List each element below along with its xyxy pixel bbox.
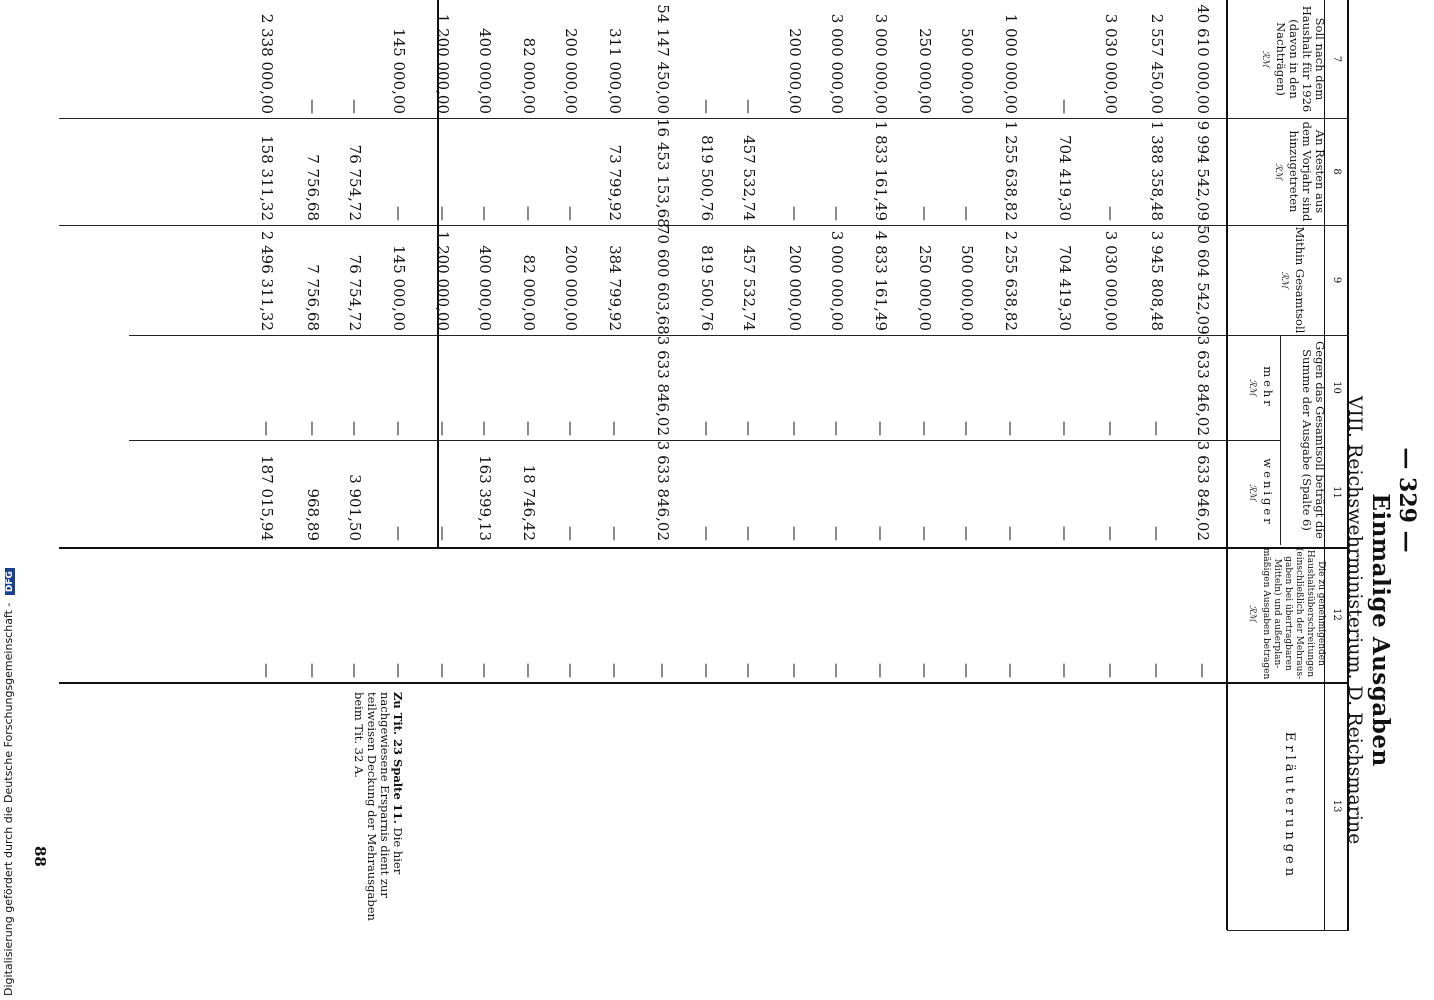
table-row-ueber: —	[1148, 663, 1166, 678]
table-row-ueber: —	[698, 663, 716, 678]
table-row-ueber: —	[1002, 663, 1020, 678]
table-row-mehr: —	[872, 421, 890, 436]
table-row-weniger: —	[1102, 526, 1120, 541]
table-row-soll: 311 000,00	[606, 28, 624, 114]
total-row-gesamt: 2 496 311,32	[258, 230, 276, 331]
table-row-reste: 73 799,92	[606, 144, 624, 221]
column-number: 7	[1331, 55, 1342, 63]
table-row-gesamt: 250 000,00	[916, 245, 934, 331]
total-row-reste: 158 311,32	[258, 135, 276, 221]
table-row-gesamt: 200 000,00	[786, 245, 804, 331]
table-row-mehr: —	[916, 421, 934, 436]
table-row-mehr: —	[304, 421, 322, 436]
table-row-ueber: —	[1194, 663, 1212, 678]
table-row-mehr: —	[606, 421, 624, 436]
table-row-ueber: —	[476, 663, 494, 678]
table-row-soll: —	[698, 99, 716, 114]
table-row-reste: 704 419,30	[1056, 135, 1074, 221]
table-row-weniger: —	[1002, 526, 1020, 541]
table-row-weniger: 18 746,42	[520, 464, 538, 541]
total-row-soll: 2 338 000,00	[258, 13, 276, 114]
header-gesamtsoll: Mithin Gesamtsoll ℛℳ	[1279, 226, 1307, 334]
table-row-mehr: —	[476, 421, 494, 436]
header-reste: An Resten aus dem Vorjahr sind hinzugetreten ℛℳ	[1273, 121, 1327, 222]
table-row-ueber: —	[346, 663, 364, 678]
table-row-gesamt: 400 000,00	[476, 245, 494, 331]
table-row-ueber: —	[916, 663, 934, 678]
table-row-gesamt: 384 799,92	[606, 245, 624, 331]
total-row-soll: 54 147 450,00	[654, 4, 672, 114]
table-row-gesamt: 3 030 000,00	[1102, 230, 1120, 331]
table-row-mehr: —	[346, 421, 364, 436]
table-row-gesamt: 500 000,00	[958, 245, 976, 331]
table-row-reste: —	[958, 206, 976, 221]
table-row-reste: —	[916, 206, 934, 221]
table-row-ueber: —	[390, 663, 408, 678]
table-row-ueber: —	[434, 663, 452, 678]
table-row-weniger: —	[958, 526, 976, 541]
footnote	[352, 692, 404, 922]
table-row-ueber: —	[828, 663, 846, 678]
table-row-mehr: —	[828, 421, 846, 436]
table-row-reste: 9 994 542,09	[1194, 120, 1212, 221]
header-gegen: Gegen das Gesamtsoll beträgt die Summe der Ausgabe (Spalte 6)	[1300, 341, 1327, 539]
table-row-gesamt: 145 000,00	[390, 245, 408, 331]
table-row-mehr: —	[786, 421, 804, 436]
table-row-reste: 457 532,74	[740, 135, 758, 221]
table-row-soll: —	[1056, 99, 1074, 114]
table-row-reste: —	[786, 206, 804, 221]
total-row-weniger: 187 015,94	[258, 455, 276, 541]
table-row-weniger: 3 901,50	[346, 474, 364, 541]
table-row-reste: —	[828, 206, 846, 221]
table-row-soll: 1 200 000,00	[434, 13, 452, 114]
dfg-logo: DFG	[5, 568, 15, 595]
table-row-weniger: —	[434, 526, 452, 541]
table-row-gesamt: 4 833 161,49	[872, 230, 890, 331]
footnote-title: Zu Tit. 23 Spalte 11.	[391, 692, 405, 824]
table-row-gesamt: 82 000,00	[520, 254, 538, 331]
credit-text: Digitalisierung gefördert durch die Deutsche Forschungsgemeinschaft	[2, 610, 15, 996]
header-bottom-rule	[1226, 0, 1228, 930]
table-row-reste: 7 756,68	[304, 154, 322, 221]
table-row-reste: 1 388 358,48	[1148, 120, 1166, 221]
table-row-ueber: —	[740, 663, 758, 678]
table-row-soll: 40 610 000,00	[1194, 4, 1212, 114]
table-row-soll: 400 000,00	[476, 28, 494, 114]
table-row-mehr: —	[562, 421, 580, 436]
header-mehr: mehr ℛℳ	[1247, 366, 1275, 409]
table-row-weniger: —	[390, 526, 408, 541]
table-row-ueber: —	[520, 663, 538, 678]
table-row-mehr: —	[698, 421, 716, 436]
table-row-weniger: —	[828, 526, 846, 541]
table-row-reste: —	[562, 206, 580, 221]
total-row-mehr: 3 633 846,02	[654, 335, 672, 436]
table-row-soll: —	[304, 99, 322, 114]
total-row-ueber: —	[258, 663, 276, 678]
total-row-weniger: 3 633 846,02	[654, 440, 672, 541]
table-row-ueber: —	[1102, 663, 1120, 678]
table-row-mehr: —	[958, 421, 976, 436]
total-row-mehr: —	[258, 421, 276, 436]
table-row-soll: 3 000 000,00	[872, 13, 890, 114]
side-folio: 88	[31, 846, 49, 867]
table-row-soll: —	[740, 99, 758, 114]
column-number: 12	[1331, 608, 1342, 621]
table-row-mehr: —	[1002, 421, 1020, 436]
table-row-gesamt: 50 604 542,09	[1194, 225, 1212, 335]
column-number: 10	[1331, 381, 1342, 394]
table-row-mehr: —	[390, 421, 408, 436]
table-row-mehr: —	[1102, 421, 1120, 436]
table-row-weniger: —	[872, 526, 890, 541]
table-row-weniger: 3 633 846,02	[1194, 440, 1212, 541]
column-rule	[129, 335, 649, 336]
table-row-gesamt: 200 000,00	[562, 245, 580, 331]
table-row-weniger: —	[606, 526, 624, 541]
header-ueberschreitung: Die zu genehmigenden Haushaltsüberschreitungen (einschließlich der Mehraus- gaben bei übertragbaren Mitteln) und außerplan- mäßigen Ausgaben betragen ℛℳ	[1247, 547, 1326, 680]
table-row-reste: —	[434, 206, 452, 221]
table-row-mehr: 3 633 846,02	[1194, 335, 1212, 436]
column-number: 11	[1331, 486, 1342, 499]
table-row-weniger: —	[786, 526, 804, 541]
dfg-credit: Digitalisierung gefördert durch die Deutsche Forschungsgemeinschaft - DFG	[2, 568, 15, 996]
table-row-mehr: —	[1148, 421, 1166, 436]
table-row-weniger: 163 399,13	[476, 455, 494, 541]
table-row-gesamt: 819 500,76	[698, 245, 716, 331]
table-row-soll: 2 557 450,00	[1148, 13, 1166, 114]
column-rule	[59, 682, 1349, 684]
table-row-gesamt: 2 255 638,82	[1002, 230, 1020, 331]
total-row-ueber: —	[654, 663, 672, 678]
table-row-ueber: —	[562, 663, 580, 678]
section-title: Einmalige Ausgaben	[1367, 493, 1394, 767]
table-row-mehr: —	[434, 421, 452, 436]
table-row-gesamt: 76 754,72	[346, 254, 364, 331]
table-row-reste: 819 500,76	[698, 135, 716, 221]
table-row-ueber: —	[1056, 663, 1074, 678]
sum-rule	[437, 0, 439, 547]
table-row-soll: 250 000,00	[916, 28, 934, 114]
table-row-gesamt: 457 532,74	[740, 245, 758, 331]
table-row-weniger: —	[740, 526, 758, 541]
table-row-reste: 1 833 161,49	[872, 120, 890, 221]
table-row-reste: —	[390, 206, 408, 221]
table-row-soll: —	[346, 99, 364, 114]
table-row-mehr: —	[520, 421, 538, 436]
table-row-weniger: —	[562, 526, 580, 541]
table-row-weniger: —	[1056, 526, 1074, 541]
table-row-soll: 145 000,00	[390, 28, 408, 114]
page-number: — 329 —	[1394, 447, 1420, 553]
table-row-ueber: —	[958, 663, 976, 678]
table-row-weniger: —	[698, 526, 716, 541]
footnote-text: Die hier nachgewiesene Ersparnis dient zur teilweisen Deckung der Mehrausgaben beim Tit. 32 A.	[352, 692, 405, 921]
table-row-weniger: —	[1148, 526, 1166, 541]
total-row-gesamt: 70 600 603,68	[654, 225, 672, 335]
table-row-soll: 200 000,00	[562, 28, 580, 114]
table-row-ueber: —	[872, 663, 890, 678]
table-row-reste: 76 754,72	[346, 144, 364, 221]
table-row-soll: 1 000 000,00	[1002, 13, 1020, 114]
table-row-gesamt: 1 200 000,00	[434, 230, 452, 331]
table-row-soll: 82 000,00	[520, 37, 538, 114]
table-row-ueber: —	[304, 663, 322, 678]
table-row-reste: —	[476, 206, 494, 221]
column-rule	[129, 440, 639, 441]
table-row-mehr: —	[740, 421, 758, 436]
table-row-mehr: —	[1056, 421, 1074, 436]
table-row-gesamt: 3 945 808,48	[1148, 230, 1166, 331]
table-row-reste: —	[520, 206, 538, 221]
table-row-soll: 3 030 000,00	[1102, 13, 1120, 114]
column-number: 9	[1331, 276, 1342, 284]
column-rule	[1227, 930, 1349, 931]
header-erlaeuterungen: Erläuterungen	[1282, 731, 1297, 881]
column-number-row	[1324, 0, 1349, 930]
table-row-gesamt: 7 756,68	[304, 264, 322, 331]
table-row-soll: 200 000,00	[786, 28, 804, 114]
section-subtitle: VIII. Reichswehrministerium. D. Reichsmarine	[1344, 395, 1366, 845]
header-soll: Soll nach dem Haushalt für 1926 (davon in den Nachträgen) ℛℳ	[1260, 5, 1327, 113]
header-weniger: weniger ℛℳ	[1247, 458, 1275, 527]
table-row-soll: 3 000 000,00	[828, 13, 846, 114]
table-row-ueber: —	[786, 663, 804, 678]
table-row-weniger: —	[916, 526, 934, 541]
table-row-soll: 500 000,00	[958, 28, 976, 114]
column-number: 13	[1331, 799, 1342, 813]
table-row-weniger: 968,89	[304, 488, 322, 541]
total-row-reste: 16 453 153,68	[654, 118, 672, 228]
table-row-reste: —	[1102, 206, 1120, 221]
table-row-ueber: —	[606, 663, 624, 678]
table-row-reste: 1 255 638,82	[1002, 120, 1020, 221]
column-number: 8	[1331, 168, 1342, 175]
table-row-gesamt: 704 419,30	[1056, 245, 1074, 331]
table-row-gesamt: 3 000 000,00	[828, 230, 846, 331]
